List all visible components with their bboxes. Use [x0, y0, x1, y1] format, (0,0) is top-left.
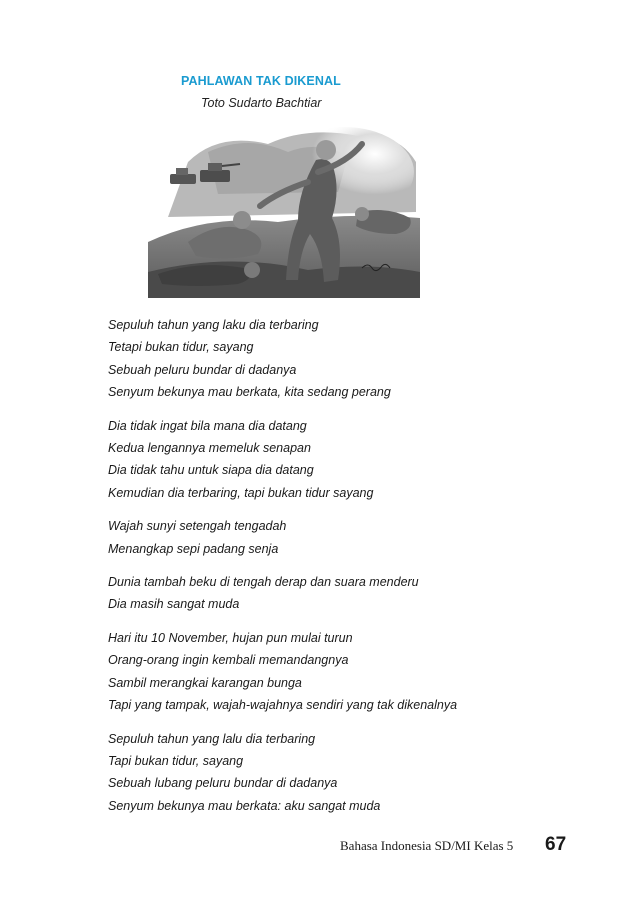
poem-line: Sambil merangkai karangan bunga: [108, 675, 302, 690]
poem-line: Dia tidak tahu untuk siapa dia datang: [108, 463, 314, 478]
poem-line: Kedua lengannya memeluk senapan: [108, 441, 311, 456]
poem-line: Dunia tambah beku di tengah derap dan suara menderu: [108, 575, 419, 590]
battlefield-illustration: [148, 122, 420, 298]
poem-line: Sebuah peluru bundar di dadanya: [108, 362, 297, 377]
poem-line: Senyum bekunya mau berkata: aku sangat muda: [108, 798, 381, 813]
stanza: [108, 627, 578, 717]
poem-line: Hari itu 10 November, hujan pun mulai turun: [108, 630, 353, 645]
stanza: [108, 571, 578, 616]
book-title-footer: Bahasa Indonesia SD/MI Kelas 5: [340, 838, 514, 853]
poem-line: Kemudian dia terbaring, tapi bukan tidur sayang: [108, 485, 374, 500]
poem-body: [108, 314, 578, 828]
poem-author: Toto Sudarto Bachtiar: [201, 96, 322, 110]
stanza: [108, 515, 578, 560]
poem-line: Wajah sunyi setengah tengadah: [108, 519, 287, 534]
poem-line: Orang-orang ingin kembali memandangnya: [108, 653, 349, 668]
poem-line: Dia tidak ingat bila mana dia datang: [108, 418, 307, 433]
poem-line: Tapi bukan tidur, sayang: [108, 753, 244, 768]
poem-line: Menangkap sepi padang senja: [108, 541, 279, 556]
page-number: 67: [545, 834, 567, 855]
poem-line: Tetapi bukan tidur, sayang: [108, 340, 254, 355]
poem-line: Sepuluh tahun yang laku dia terbaring: [108, 318, 319, 332]
poem-line: Tapi yang tampak, wajah-wajahnya sendiri yang tak dikenalnya: [108, 698, 458, 713]
poem-line: Sebuah lubang peluru bundar di dadanya: [108, 776, 338, 791]
stanza: [108, 314, 578, 404]
stanza: [108, 728, 578, 818]
poem-title: PAHLAWAN TAK DIKENAL: [181, 74, 341, 88]
stanza: [108, 415, 578, 505]
poem-line: Sepuluh tahun yang lalu dia terbaring: [108, 731, 316, 746]
poem-line: Senyum bekunya mau berkata, kita sedang perang: [108, 385, 391, 400]
poem-line: Dia masih sangat muda: [108, 597, 240, 612]
